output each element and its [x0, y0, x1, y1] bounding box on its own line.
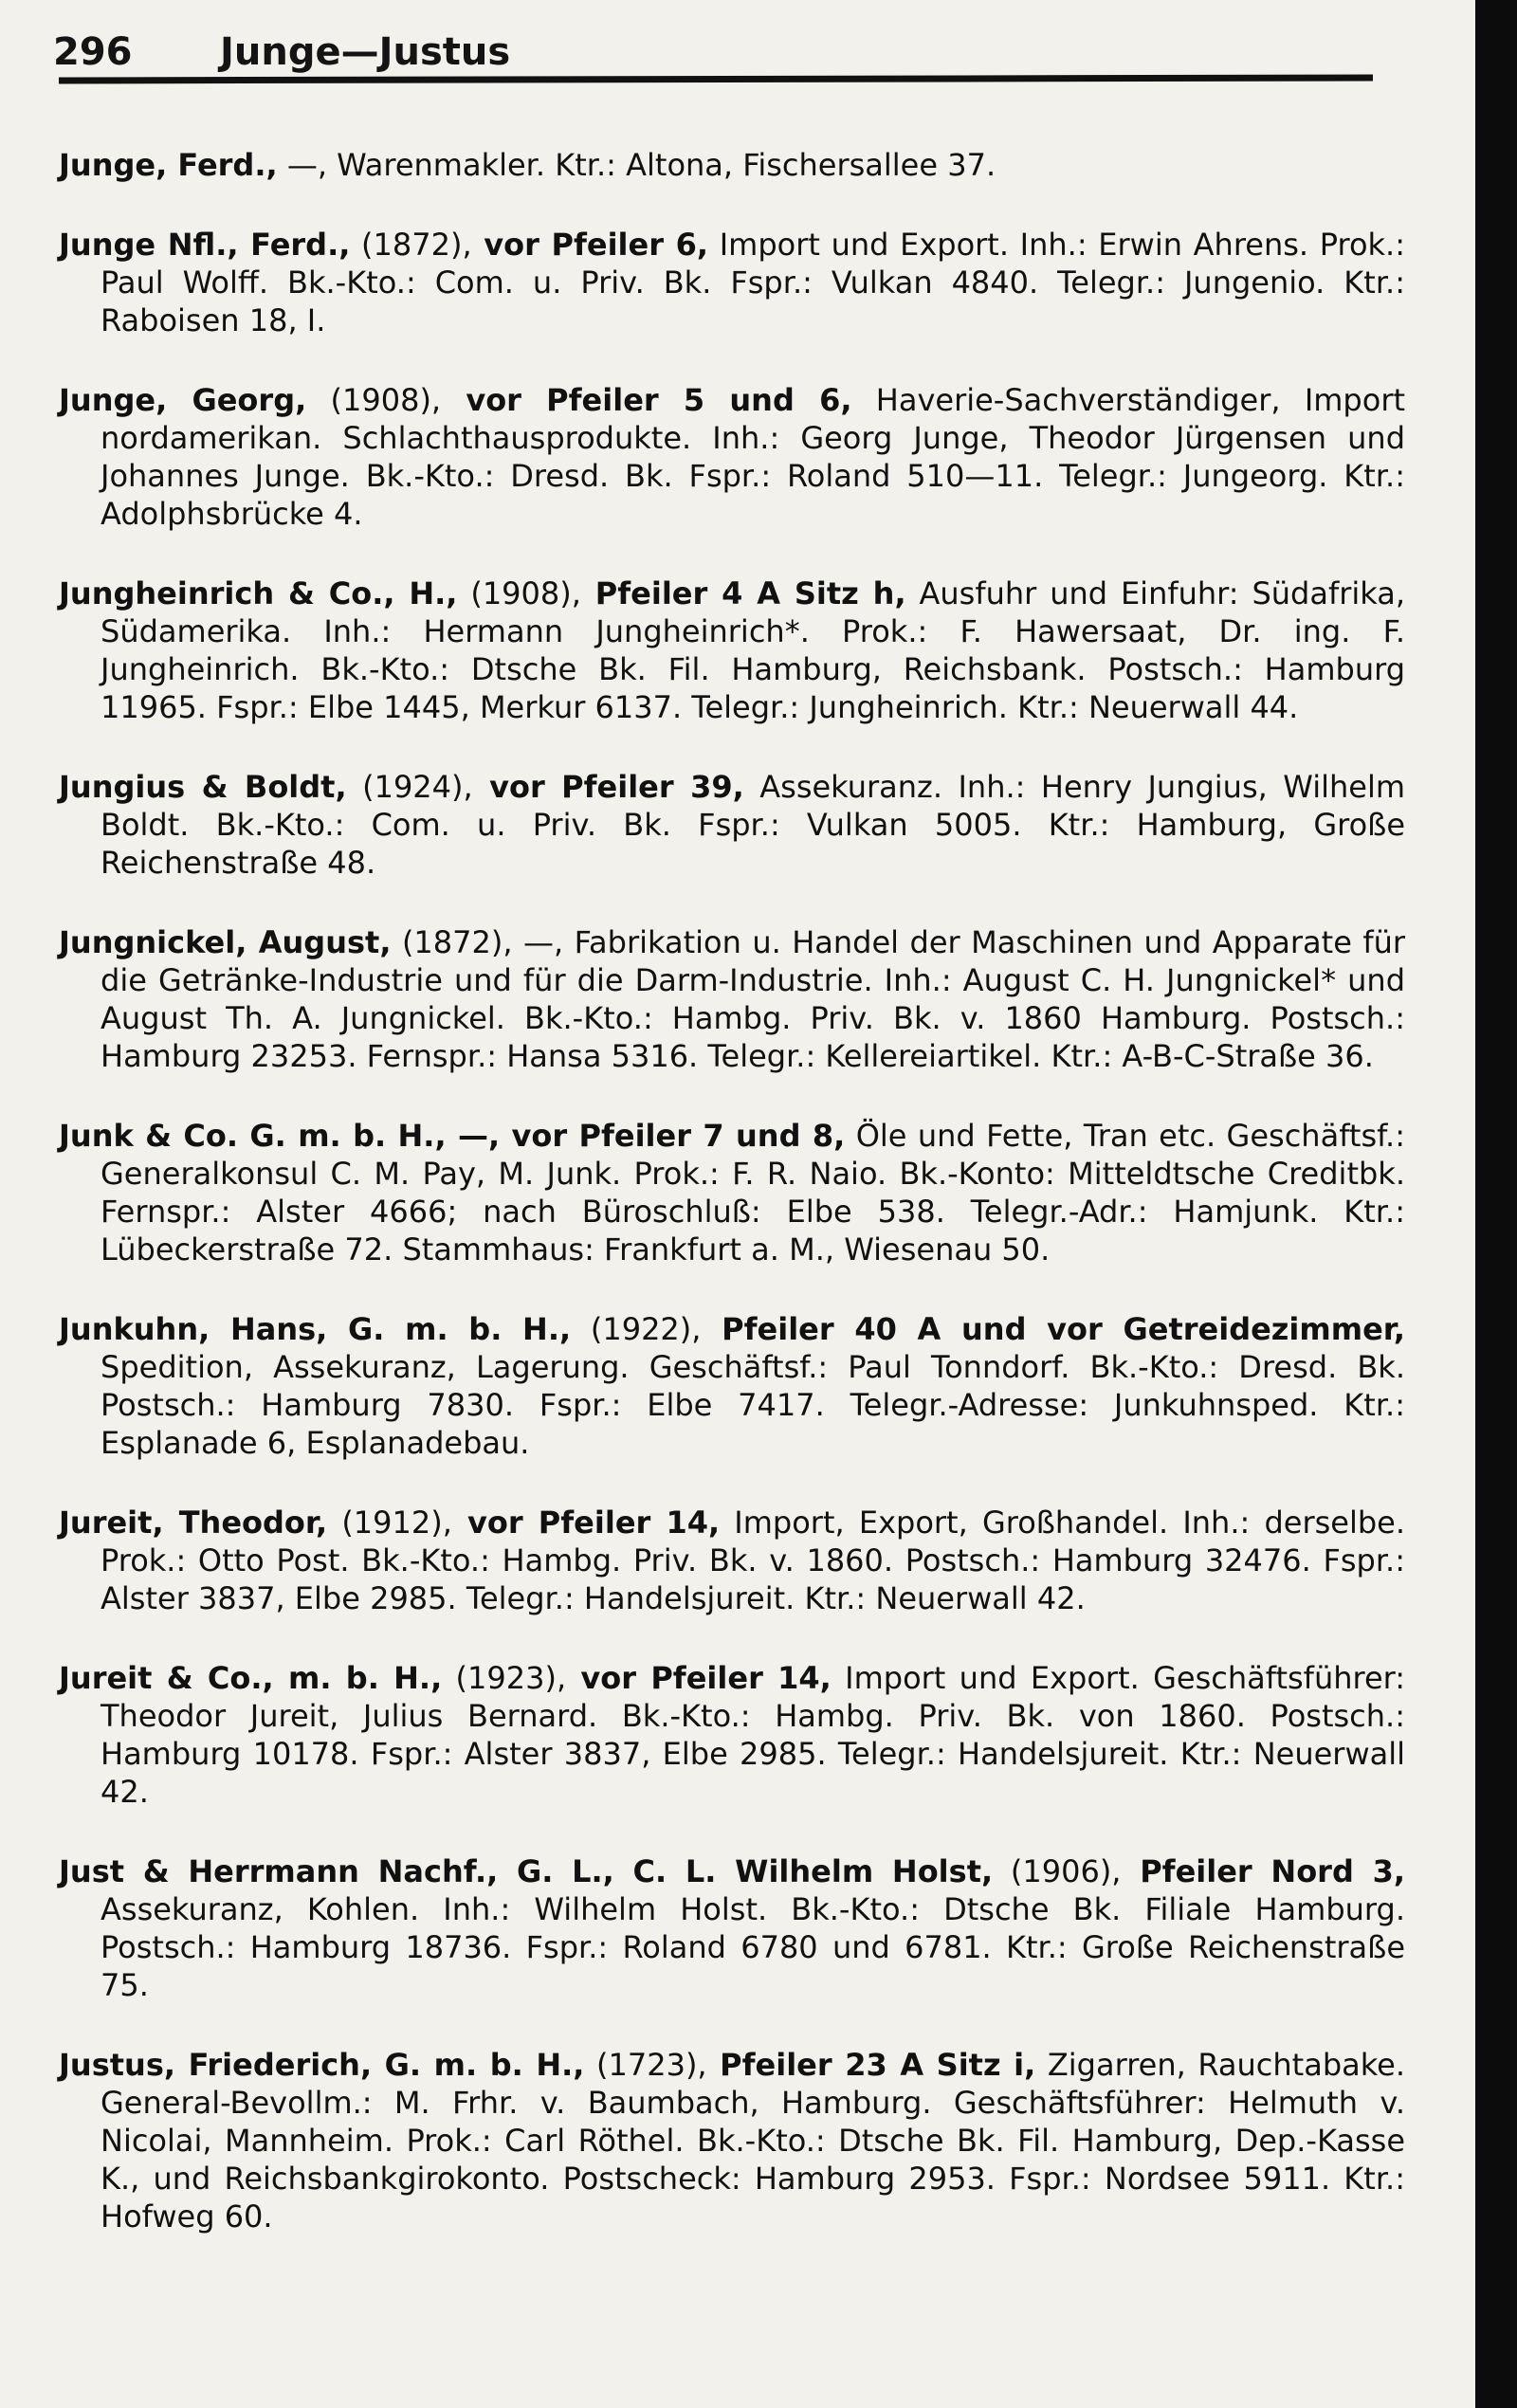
entry-name: Jureit & Co., m. b. H., [59, 1660, 443, 1696]
entry-year: (1923), [442, 1660, 567, 1696]
entry-name: Justus, Friederich, G. m. b. H., [59, 2047, 585, 2083]
directory-entry [59, 2046, 1405, 2235]
entry-location: vor Pfeiler 14, [451, 1505, 721, 1541]
entry-name: Jungius & Boldt, [59, 769, 347, 805]
directory-entry [59, 575, 1405, 726]
entry-name: Jungheinrich & Co., H., [59, 575, 458, 611]
entry-year: (1723), [584, 2047, 707, 2083]
entry-location: Pfeiler Nord 3, [1121, 1853, 1405, 1889]
entry-year: (1908), [306, 382, 442, 418]
entry-location: vor Pfeiler 5 und 6, [441, 382, 852, 418]
entry-name: Just & Herrmann Nachf., G. L., C. L. Wilhelm Holst, [59, 1853, 994, 1889]
entry-location: vor Pfeiler 6, [471, 227, 709, 263]
entry-name: Junkuhn, Hans, G. m. b. H., [59, 1311, 572, 1347]
entry-description: Zigarren, Rauchtabake. General-Bevollm.: M. Frhr. v. Baumbach, Hamburg. Geschäftsführer: Helmuth v. Nicolai, Mannheim. Prok.: Carl Röthel. Bk.-Kto.: Dtsche Bk. Fil. Hamburg, Dep.-Kasse K., und Reichsbankgirokonto. Postscheck: Hamburg 2953. Fspr.: Nordsee 5911. Ktr.: Hofweg 60. [101, 2047, 1406, 2235]
entry-description: Assekuranz. Inh.: Henry Jungius, Wilhelm Boldt. Bk.-Kto.: Com. u. Priv. Bk. Fspr.: Vulkan 5005. Ktr.: Hamburg, Große Reichenstraße 48. [101, 769, 1406, 881]
directory-entry [59, 1852, 1405, 2004]
entry-description: Assekuranz, Kohlen. Inh.: Wilhelm Holst. Bk.-Kto.: Dtsche Bk. Filiale Hamburg. Postsch.: Hamburg 18736. Fspr.: Roland 6780 und 6781. Ktr.: Große Reichenstraße 75. [101, 1891, 1405, 2003]
entry-location: Pfeiler 40 A und vor Getreidezimmer, [701, 1311, 1406, 1347]
directory-entries [59, 116, 1405, 2277]
directory-entry [59, 923, 1405, 1075]
entry-name: Junge, Ferd., [59, 147, 278, 183]
entry-location: vor Pfeiler 39, [472, 769, 744, 805]
entry-description: Warenmakler. Ktr.: Altona, Fischersallee 37. [326, 147, 996, 183]
directory-entry [59, 381, 1405, 533]
entry-description: Öle und Fette, Tran etc. Geschäftsf.: Generalkonsul C. M. Pay, M. Junk. Prok.: F. R. Naio. Bk.-Konto: Mitteldtsche Creditbk. Fernspr.: Alster 4666; nach Büroschluß: Elbe 538. Telegr.-Adr.: Hamjunk. Ktr.: Lübeckerstraße 72. Stammhaus: Frankfurt a. M., Wiesenau 50. [101, 1118, 1406, 1268]
entry-description: Import und Export. Geschäftsführer: Theodor Jureit, Julius Bernard. Bk.-Kto.: Hambg. Priv. Bk. von 1860. Postsch.: Hamburg 10178. Fspr.: Alster 3837, Elbe 2985. Telegr.: Handelsjureit. Ktr.: Neuerwall 42. [101, 1660, 1406, 1810]
entry-year: (1872), —, [391, 924, 564, 960]
entry-name: Jungnickel, August, [59, 924, 392, 960]
entry-year: (1906), [993, 1853, 1122, 1889]
entry-year: (1912), [327, 1505, 452, 1541]
entry-location: vor Pfeiler 14, [566, 1660, 832, 1696]
entry-year: —, [277, 147, 327, 183]
entry-name: Junge Nfl., Ferd., [59, 227, 351, 263]
directory-entry [59, 768, 1405, 882]
directory-entry [59, 226, 1405, 339]
directory-entry [59, 1310, 1405, 1462]
page-number: 296 [53, 30, 133, 74]
entry-description: Spedition, Assekuranz, Lagerung. Geschäftsf.: Paul Tonndorf. Bk.-Kto.: Dresd. Bk. Postsch.: Hamburg 7830. Fspr.: Elbe 7417. Telegr.-Adresse: Junkuhnsped. Ktr.: Esplanade 6, Esplanadebau. [101, 1349, 1405, 1461]
entry-name: Jureit, Theodor, [59, 1505, 328, 1541]
running-title: Junge—Justus [220, 30, 511, 74]
directory-entry [59, 1504, 1405, 1617]
directory-entry [59, 146, 1405, 184]
entry-description: Ausfuhr und Einfuhr: Südafrika, Südamerika. Inh.: Hermann Jungheinrich*. Prok.: F. Hawersaat, Dr. ing. F. Jungheinrich. Bk.-Kto.: Dtsche Bk. Fil. Hamburg, Reichsbank. Postsch.: Hamburg 11965. Fspr.: Elbe 1445, Merkur 6137. Telegr.: Jungheinrich. Ktr.: Neuerwall 44. [101, 575, 1406, 725]
entry-year: (1924), [346, 769, 473, 805]
entry-location: Pfeiler 23 A Sitz i, [706, 2047, 1036, 2083]
entry-description: Import, Export, Großhandel. Inh.: derselbe. Prok.: Otto Post. Bk.-Kto.: Hambg. Priv. Bk. v. 1860. Postsch.: Hamburg 32476. Fspr.: Alster 3837, Elbe 2985. Telegr.: Handelsjureit. Ktr.: Neuerwall 42. [101, 1505, 1406, 1616]
entry-name: Junge, Georg, [59, 382, 307, 418]
entry-location: Pfeiler 4 A Sitz h, [580, 575, 906, 611]
entry-name: Junk & Co. G. m. b. H., —, [59, 1118, 501, 1154]
entry-location: vor Pfeiler 7 und 8, [500, 1118, 846, 1154]
entry-description: Fabrikation u. Handel der Maschinen und Apparate für die Getränke-Industrie und für die Darm-Industrie. Inh.: August C. H. Jungnickel* und August Th. A. Jungnickel. Bk.-Kto.: Hambg. Priv. Bk. v. 1860 Hamburg. Postsch.: Hamburg 23253. Fernspr.: Hansa 5316. Telegr.: Kellereiartikel. Ktr.: A-B-C-Straße 36. [101, 924, 1406, 1074]
directory-entry [59, 1659, 1405, 1811]
entry-year: (1872), [350, 227, 472, 263]
entry-description: Import und Export. Inh.: Erwin Ahrens. Prok.: Paul Wolff. Bk.-Kto.: Com. u. Priv. Bk. Fspr.: Vulkan 4840. Telegr.: Jungenio. Ktr.: Raboisen 18, I. [101, 227, 1406, 338]
entry-year: (1908), [457, 575, 581, 611]
entry-year: (1922), [571, 1311, 702, 1347]
directory-entry [59, 1117, 1405, 1268]
entry-description: Haverie-Sachverständiger, Import nordamerikan. Schlachthausprodukte. Inh.: Georg Junge, Theodor Jürgensen und Johannes Junge. Bk.-Kto.: Dresd. Bk. Fspr.: Roland 510—11. Telegr.: Jungeorg. Ktr.: Adolphsbrücke 4. [101, 382, 1406, 532]
